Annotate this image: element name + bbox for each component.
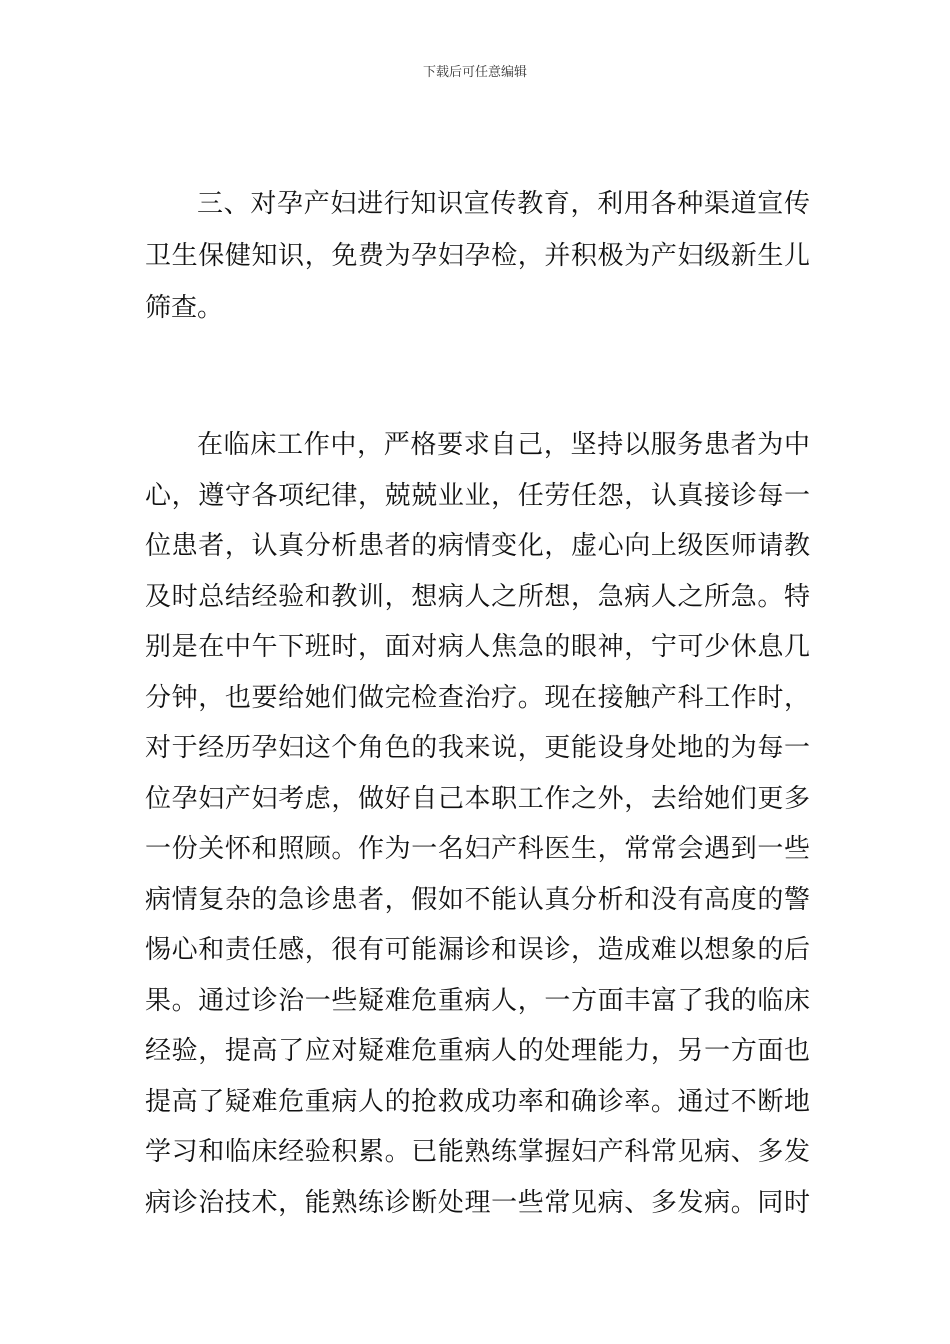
paragraph-line: 惕心和责任感，很有可能漏诊和误诊，造成难以想象的后 <box>145 935 810 965</box>
paragraph-line: 位孕妇产妇考虑，做好自己本职工作之外，去给她们更多 <box>145 783 810 814</box>
paragraph-line: 位患者，认真分析患者的病情变化，虚心向上级医师请教 <box>145 531 810 561</box>
paragraph-2 <box>145 420 810 1228</box>
paragraph-line: 病情复杂的急诊患者，假如不能认真分析和没有高度的警 <box>145 884 810 915</box>
paragraph-line: 筛查。 <box>145 293 224 323</box>
paragraph-line: 果。通过诊治一些疑难危重病人，一方面丰富了我的临床 <box>145 985 810 1016</box>
paragraph-line: 在临床工作中，严格要求自己，坚持以服务患者为中 <box>197 430 810 460</box>
paragraph-1 <box>145 178 810 334</box>
paragraph-line: 一份关怀和照顾。作为一名妇产科医生，常常会遇到一些 <box>145 834 810 864</box>
paragraph-line: 别是在中午下班时，面对病人焦急的眼神，宁可少休息几 <box>145 632 810 662</box>
paragraph-line: 经验，提高了应对疑难危重病人的处理能力，另一方面也 <box>145 1036 810 1066</box>
paragraph-line: 心，遵守各项纪律，兢兢业业，任劳任怨，认真接诊每一 <box>145 480 810 511</box>
paragraph-line: 三、对孕产妇进行知识宣传教育，利用各种渠道宣传 <box>197 189 810 219</box>
paragraph-line: 卫生保健知识，免费为孕妇孕检，并积极为产妇级新生儿 <box>145 241 810 271</box>
paragraph-line: 学习和临床经验积累。已能熟练掌握妇产科常见病、多发 <box>145 1137 810 1167</box>
page-header: 下载后可任意编辑 <box>422 65 527 80</box>
paragraph-line: 及时总结经验和教训，想病人之所想，急病人之所急。特 <box>145 581 810 612</box>
paragraph-line: 病诊治技术，能熟练诊断处理一些常见病、多发病。同时 <box>145 1187 810 1218</box>
paragraph-line: 提高了疑难危重病人的抢救成功率和确诊率。通过不断地 <box>145 1086 810 1117</box>
paragraph-line: 分钟，也要给她们做完检查治疗。现在接触产科工作时， <box>145 682 810 713</box>
paragraph-line: 对于经历孕妇这个角色的我来说，更能设身处地的为每一 <box>145 733 810 763</box>
